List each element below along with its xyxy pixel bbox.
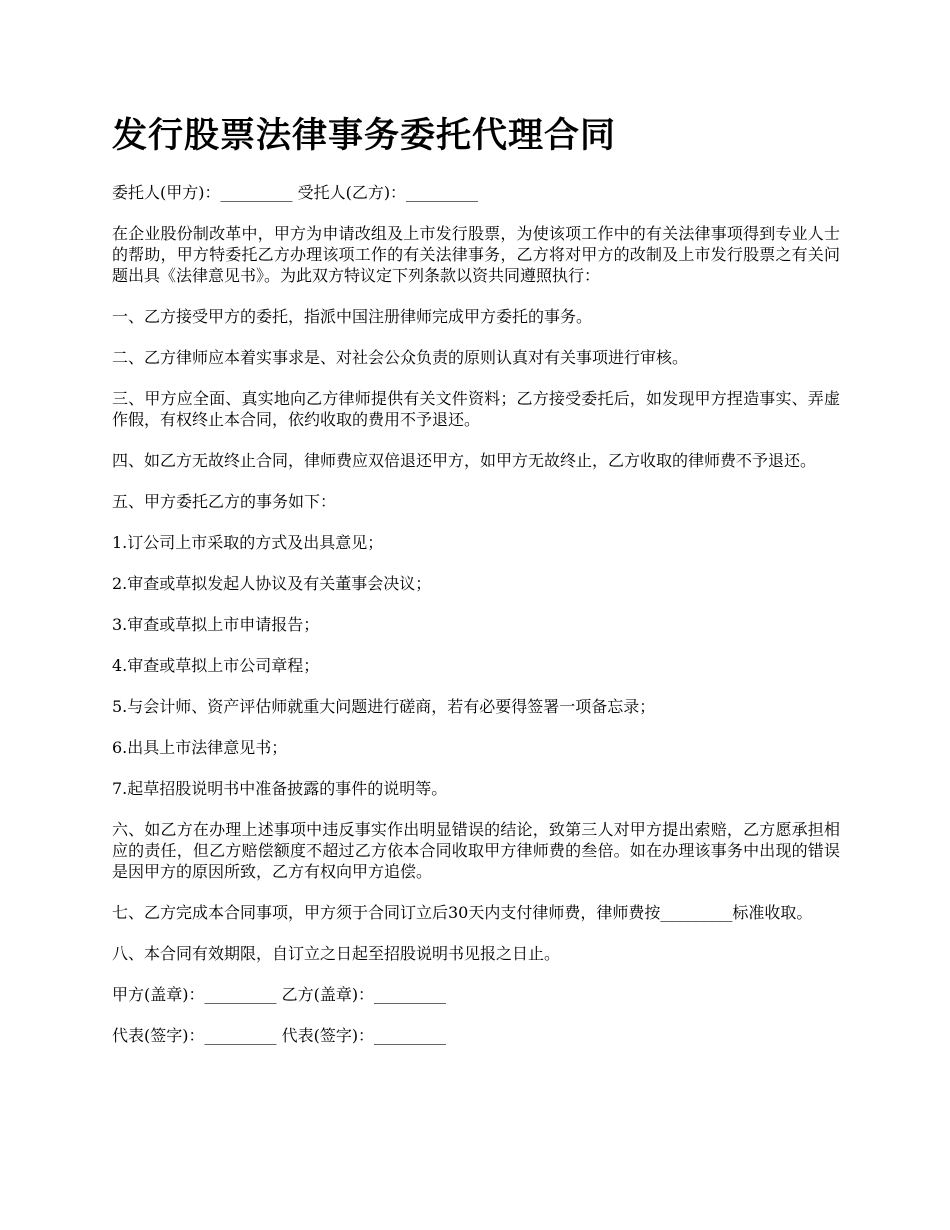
clause-2: 二、乙方律师应本着实事求是、对社会公众负责的原则认真对有关事项进行审核。 — [112, 348, 689, 367]
clause-5-item-3: 3.审查或草拟上市申请报告； — [112, 615, 320, 634]
clause-1: 一、乙方接受甲方的委托，指派中国注册律师完成甲方委托的事务。 — [112, 307, 593, 326]
clause-5-item-6: 6.出具上市法律意见书； — [112, 738, 288, 757]
contract-document — [112, 108, 840, 1066]
clause-5-item-1: 1.订公司上市采取的方式及出具意见； — [112, 533, 384, 552]
document-title: 发行股票法律事务委托代理合同 — [112, 116, 617, 156]
preamble-paragraph: 在企业股份制改革中，甲方为申请改组及上市发行股票，为使该项工作中的有关法律事项得到专业人士的帮助，甲方特委托乙方办理该项工作的有关法律事务，乙方将对甲方的改制及上市发行股票之有关问题出具《法律意见书》。为此双方特议定下列条款以资共同遵照执行： — [112, 224, 840, 285]
clause-5-item-5: 5.与会计师、资产评估师就重大问题进行磋商，若有必要得签署一项备忘录； — [112, 697, 656, 716]
clause-5-item-2: 2.审查或草拟发起人协议及有关董事会决议； — [112, 574, 432, 593]
parties-line: 委托人(甲方)：_________ 受托人(乙方)：_________ — [112, 183, 479, 202]
clause-8: 八、本合同有效期限，自订立之日起至招股说明书见报之日止。 — [112, 944, 561, 963]
clause-4: 四、如乙方无故终止合同，律师费应双倍退还甲方，如甲方无故终止，乙方收取的律师费不予退还。 — [112, 451, 817, 470]
clause-5-item-7: 7.起草招股说明书中准备披露的事件的说明等。 — [112, 779, 448, 798]
clause-5-item-4: 4.审查或草拟上市公司章程； — [112, 656, 320, 675]
signature-representative-line: 代表(签字)：_________ 代表(签字)：_________ — [112, 1026, 447, 1045]
clause-7: 七、乙方完成本合同事项，甲方须于合同订立后30天内支付律师费，律师费按_________标准收取。 — [112, 903, 813, 922]
clause-5: 五、甲方委托乙方的事务如下： — [112, 492, 337, 511]
clause-6: 六、如乙方在办理上述事项中违反事实作出明显错误的结论，致第三人对甲方提出索赔，乙方愿承担相应的责任，但乙方赔偿额度不超过乙方依本合同收取甲方律师费的叁倍。如在办理该事务中出现的错误是因甲方的原因所致，乙方有权向甲方追偿。 — [112, 820, 840, 881]
signature-seal-line: 甲方(盖章)：_________ 乙方(盖章)：_________ — [112, 985, 447, 1004]
clause-3: 三、甲方应全面、真实地向乙方律师提供有关文件资料；乙方接受委托后，如发现甲方捏造事实、弄虚作假，有权终止本合同，依约收取的费用不予退还。 — [112, 389, 840, 429]
